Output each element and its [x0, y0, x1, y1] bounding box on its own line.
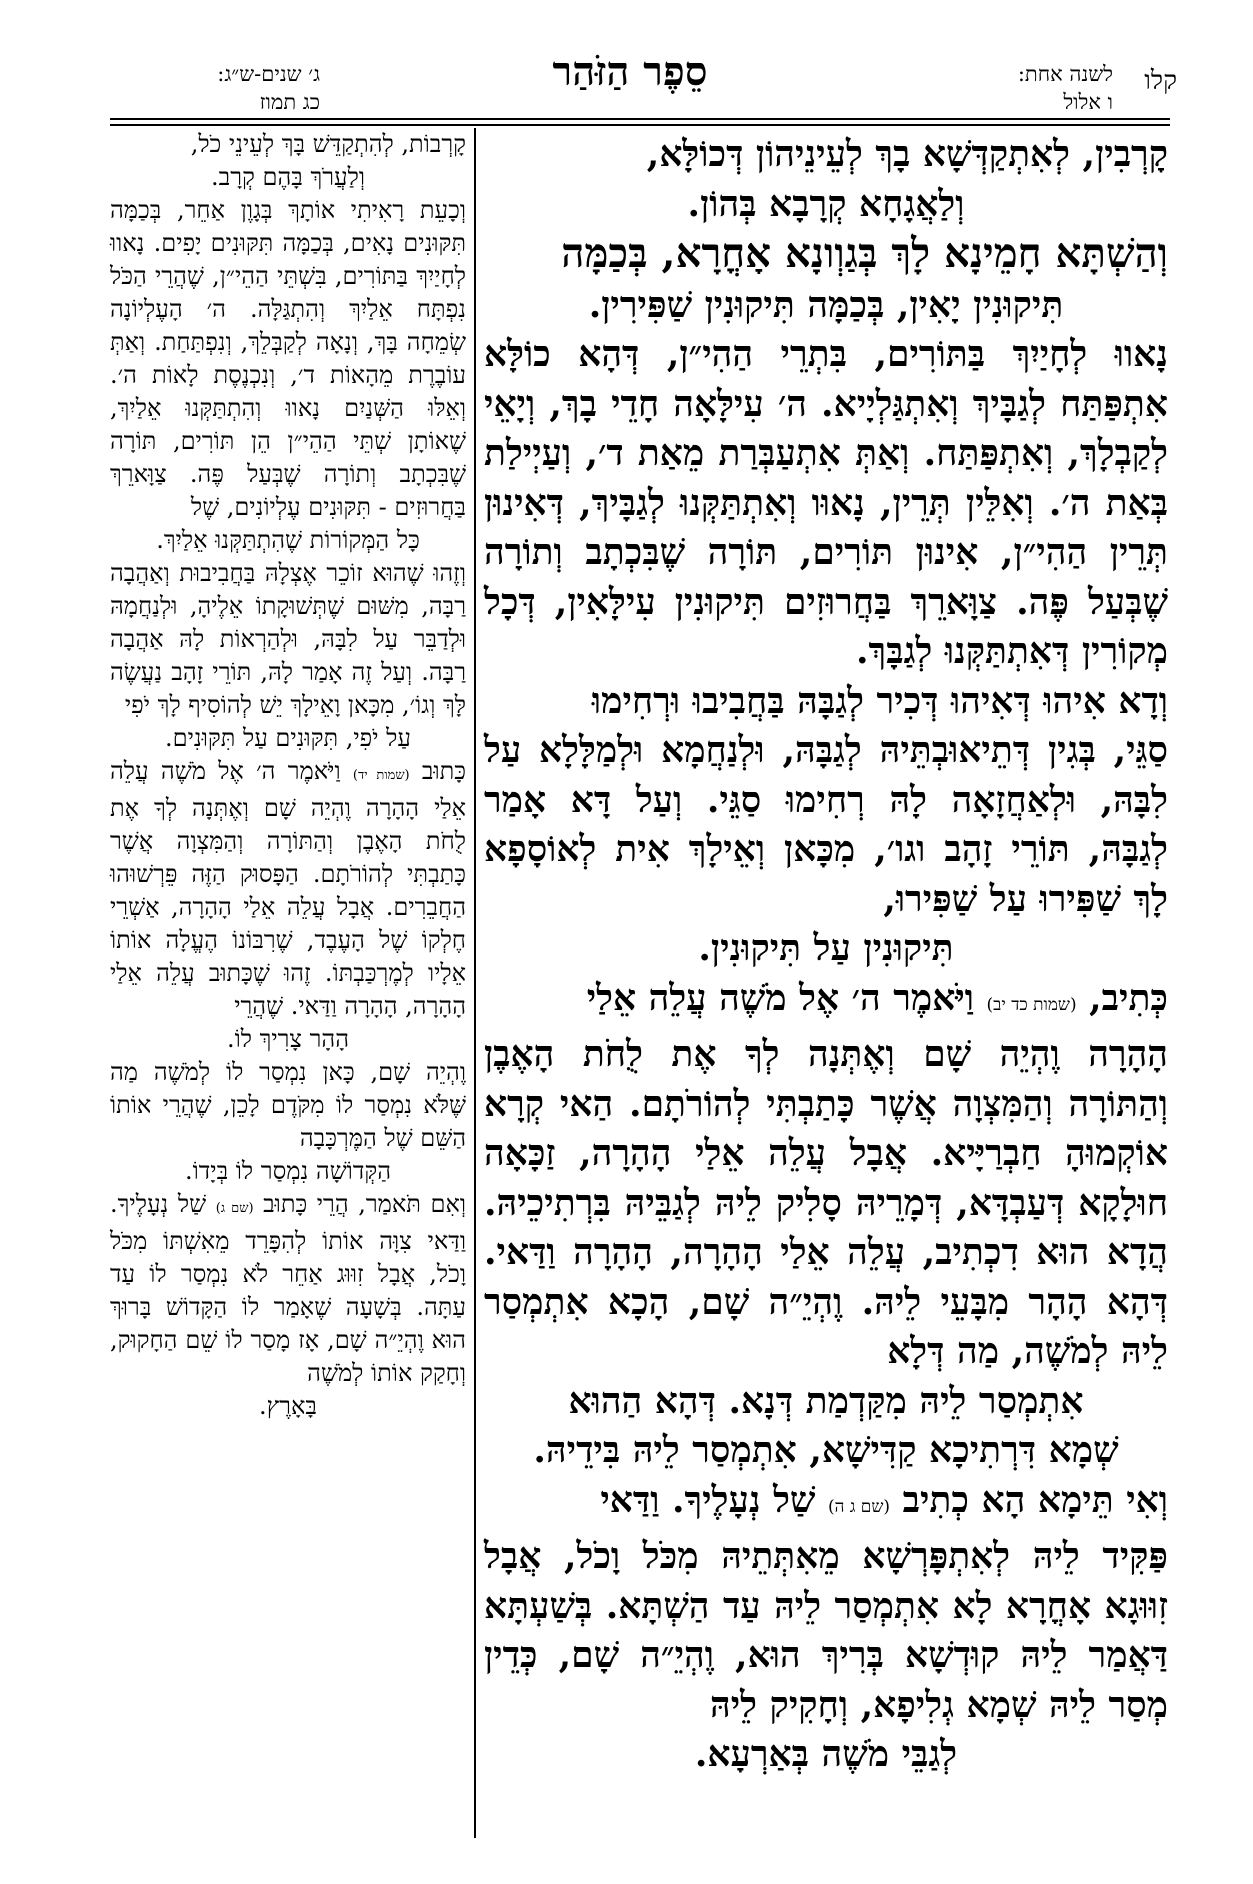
side-line: בָּאָרֶץ.: [259, 1392, 317, 1420]
side-paragraph: [110, 1188, 466, 1390]
main-paragraph: הָהָרָה וֶהְיֵה שָׁם וְאֶתְּנָה לְךָ אֶת לֻחֹת הָאֶבֶן וְהַתּוֹרָה וְהַמִּצְוָה אֲשֶׁר כָּתַבְתִּי לְהוֹרֹתָם. הַאי קְרָא אוֹקְמוּהָ חַבְרַיָּיא. אֲבָל עֲלֵה אֵלַי הָהָרָה, זַכָּאָה חוּלָקָא דְּעַבְדָּא, דְּמָרֵיהּ סָלִיק לֵיהּ לְגַבֵּיהּ בִּרְתִיכֵיהּ. הֲדָא הוּא דִכְתִיב, עֲלֵה אֵלַי הָהָרָה, הָהָרָה וַדַּאי. דְּהָא הָהָר מִבָּעֵי לֵיהּ. וֶהְיֵ״ה שָׁם, הָכָא אִתְמְסַר לֵיהּ לְמֹשֶׁה, מַה דְּלָא: [484, 1033, 1168, 1372]
main-text: וַיֹּאמֶר ה׳ אֶל מֹשֶׁה עֲלֵה אֵלַי: [586, 976, 974, 1019]
main-paragraph: סַגֵּי, בְּגִין דְּתֵיאוּבְתֵּיהּ לְגַבָּהּ, וּלְנַחֲמָא וּלְמַלָּלָא עַל לִבָּהּ, וּלְאַחֲזָאָה לָהּ רְחִימוּ סַגֵּי. וְעַל דָּא אָמַר לְגַבָּהּ, תּוֹרֵי זָהָב וגו׳, מִכָּאן וְאֵילָךְ אִית לְאוֹסָפָא לָךְ שַׁפִּירוּ עַל שַׁפִּירוּ,: [484, 729, 1168, 920]
side-paragraph: וֶהְיֵה שָׁם, כָּאן נִמְסַר לוֹ לְמֹשֶׁה מַה שֶּׁלֹּא נִמְסַר לוֹ מִקֹּדֶם לָכֵן, שֶׁהֲרֵי אוֹתוֹ הַשֵּׁם שֶׁל הַמֶּרְכָּבָה: [110, 1058, 466, 1152]
main-line: שְׁמָא דִּרְתִיכָא קַדִּישָׁא, אִתְמְסַר לֵיהּ בִּידֵיהּ.: [533, 1429, 1119, 1471]
side-text: כָּתוּב: [421, 757, 466, 785]
reading-schedule-right: [953, 60, 1113, 116]
aramaic-column: [484, 130, 1168, 1780]
side-text: וְאִם תֹּאמַר, הֲרֵי כָּתוּב: [263, 1190, 466, 1218]
side-line: הָהָר צָרִיךְ לוֹ.: [226, 1025, 350, 1053]
schedule-left-line2: כג תמוז: [259, 90, 320, 114]
book-title: סֵפֶר הַזֹּהַר: [552, 48, 708, 95]
verse-reference: (שמות יד): [352, 768, 410, 783]
translation-column: [110, 128, 466, 1423]
main-line: אִתְמְסַר לֵיהּ מִקַּדְמַת דְּנָא. דְּהָא הַהוּא: [568, 1379, 1084, 1422]
reading-schedule-left: [110, 60, 320, 116]
schedule-right-line1: לשנה אחת:: [1017, 62, 1113, 86]
main-paragraph: נָאווּ לְחָיַיִךְ בַּתּוֹרִים, בִּתְרֵי הַהִי״ן, דְּהָא כוֹלָּא אִתְפַּתַּח לְגַבָּיךְ וְאִתְגַּלְיָיא. ה׳ עִילָּאָה חָדֵי בָךְ, וְיָאֵי לְקַבְלָךְ, וְאִתְפַּתַּח. וְאַתְּ אִתְעַבְּרַת מֵאַת ד׳, וְעַיְילַת בְּאַת ה׳. וְאִלֵּין תְּרֵין, נָאוּו וְאִתְתַּקְּנוּ לְגַבָּיךְ, דְּאִינוּן תְּרֵין הַהִי״ן, אִינוּן תּוֹרִים, תּוֹרָה שֶׁבִּכְתָב וְתוֹרָה שֶׁבְּעַל פֶּה. צַוָּארֵךְ בַּחֲרוּזִים תִּיקוּנִין עִילָּאִין, דְּכָל מְקוֹרִין דְּאִתְתַּקְּנוּ לְגַבָּךְ.: [484, 333, 1168, 672]
main-line: תִּיקוּנִין יָאִין, בְּכַמָּה תִּיקוּנִין שַׁפִּירִין.: [588, 283, 1064, 326]
side-paragraph: וְזֶהוּ שֶׁהוּא זוֹכֵר אֶצְלָהּ בַּחֲבִיבוּת וְאַהֲבָה רַבָּה, מִשּׁוּם שֶׁתְּשׁוּקָתוֹ אֵלֶיהָ, וּלְנַחֲמָהּ וּלְדַבֵּר עַל לִבָּהּ, וּלְהַרְאוֹת לָהּ אַהֲבָה רַבָּה. וְעַל זֶה אָמַר לָהּ, תּוֹרֵי זָהָב נַעֲשֶׂה לָּךְ וְגוֹ׳, מִכָּאן וָאֵילָךְ יֵשׁ לְהוֹסִיף לָךְ יֹפִי: [110, 559, 466, 719]
side-line: וְלַעֲרֹךְ בָּהֶם קְרָב.: [211, 163, 365, 191]
main-paragraph-start: [484, 974, 1168, 1031]
main-text: שַׁל נְעָלֶיךָ. וַדַּאי: [600, 1478, 816, 1521]
verse-reference: (שם ג ה): [827, 1496, 891, 1517]
page-number: קלו: [1144, 66, 1177, 96]
side-paragraph: [110, 755, 466, 1023]
main-paragraph-start: וְדָא אִיהוּ דְּאִיהוּ דְּכִיר לְגַבָּהּ בַּחֲבִיבוּ וּרְחִימוּ: [591, 679, 1168, 722]
main-line: תִּיקוּנִין עַל תִּיקוּנִין.: [698, 927, 954, 969]
main-line: לְגַבֵּי מֹשֶׁה בְּאַרְעָא.: [694, 1733, 958, 1775]
side-line: כָּל הַמְּקוֹרוֹת שֶׁהִתְתַּקְּנוּ אֵלַיִךְ.: [156, 526, 420, 554]
schedule-right-line2: ו אלול: [1063, 90, 1113, 114]
verse-reference: (שם ג): [215, 1201, 254, 1216]
main-paragraph: פַּקִּיד לֵיהּ לְאִתְפָּרְשָׁא מֵאִתְּתֵיהּ מִכֹּל וָכֹל, אֲבָל זִוּוּגָא אָחֳרָא לָא אִתְמְסַר לֵיהּ עַד הַשְׁתָּא. בְּשַׁעְתָּא דַּאֲמַר לֵיהּ קוּדְשָׁא בְּרִיךְ הוּא, וֶהְיֵ״ה שָׁם, כְּדֵין מְסַר לֵיהּ שְׁמָא גְלִיפָא, וְחָקִיק לֵיהּ: [484, 1535, 1168, 1726]
main-text: וְאִי תֵּימָא הָא כְתִיב: [902, 1478, 1168, 1521]
schedule-left-line1: ג׳ שנים-ש״ג:: [217, 62, 320, 86]
header-rule-bottom: [110, 124, 1170, 126]
main-text: וְהַשְׁתָּא חָמֵינָא לָךְ בְּגַוְונָא אָחֳרָא, בְּכַמָּה: [561, 229, 1168, 277]
side-text: וַיֹּאמֶר ה׳ אֶל מֹשֶׁה עֲלֵה אֵלַי הָהָרָה וֶהְיֵה שָׁם וְאֶתְּנָה לְךָ אֶת לֻחֹת הָאֶבֶן וְהַתּוֹרָה וְהַמִּצְוָה אֲשֶׁר כָּתַבְתִּי לְהוֹרֹתָם. הַפָּסוּק הַזֶּה פֵּרְשׁוּהוּ הַחֲבֵרִים. אֲבָל עֲלֵה אֵלַי הָהָרָה, אַשְׁרֵי חֶלְקוֹ שֶׁל הָעֶבֶד, שֶׁרִבּוֹנוֹ הֶעֱלָה אוֹתוֹ אֵלָיו לְמֶרְכַּבְתּוֹ. זֶהוּ שֶׁכָּתוּב עֲלֵה אֵלַי הָהָרָה, הָהָרָה וַדַּאי. שֶׁהֲרֵי: [110, 757, 466, 1020]
main-paragraph-start: [484, 229, 1168, 281]
side-text: שַׁל נְעָלֶיךָ. וַדַּאי צִוָּה אוֹתוֹ לְהִפָּרֵד מֵאִשְׁתּוֹ מִכֹּל וָכֹל, אֲבָל זִוּוּג אַחֵר לֹא נִמְסַר לוֹ עַד עַתָּה. בְּשָׁעָה שֶׁאָמַר לוֹ הַקָּדוֹשׁ בָּרוּךְ הוּא וֶהְיֵ״ה שָׁם, אָז מָסַר לוֹ שֵׁם הַחָקוּק, וְחָקַק אוֹתוֹ לְמֹשֶׁה: [110, 1190, 466, 1387]
verse-reference: (שמות כד יב): [986, 994, 1077, 1015]
side-line: הַקְּדוֹשָׁה נִמְסַר לוֹ בְּיָדוֹ.: [184, 1157, 392, 1185]
main-paragraph-start: [484, 1476, 1168, 1533]
side-paragraph: וְכָעֵת רָאִיתִי אוֹתָךְ בְּגָוֶן אַחֵר, בְּכַמָּה תִּקּוּנִים נָאִים, בְּכַמָּה תִּקּוּנִים יָפִים. נָאווּ לְחָיַיִךְ בַּתּוֹרִים, בִּשְׁתֵּי הַהֵי״ן, שֶׁהֲרֵי הַכֹּל נִפְתָּח אֵלַיִךְ וְהִתְגַּלָּה. ה׳ הָעֶלְיוֹנָה שְׂמֵחָה בָּךְ, וְנָאָה לְקַבְּלֵךְ, וְנִפְתַּחַת. וְאַתְּ עוֹבֶרֶת מֵהָאוֹת ד׳, וְנִכְנֶסֶת לָאוֹת ה׳. וְאֵלּוּ הַשְּׁנַיִם נָאווּ וְהִתְתַּקְּנוּ אֵלַיִךְ, שֶׁאוֹתָן שְׁתֵּי הַהֵי״ן הֵן תּוֹרִים, תּוֹרָה שֶׁבִּכְתָב וְתוֹרָה שֶׁבְּעַל פֶּה. צַוָּארֵךְ בַּחֲרוּזִים - תִּקּוּנִים עֶלְיוֹנִים, שֶׁל: [110, 196, 466, 521]
main-line: וְלַאֲגָחָא קְרָבָא בְּהוֹן.: [687, 182, 965, 225]
side-line: עַל יֹפִי, תִּקּוּנִים עַל תִּקּוּנִים.: [165, 724, 411, 752]
header-rule-top: [110, 118, 1170, 120]
side-line: קָרְבוֹת, לְהִתְקַדֵּשׁ בָּךְ לְעֵינֵי כֹל,: [190, 130, 466, 158]
main-line: קָרְבִין, לְאִתְקַדְּשָׁא בָךְ לְעֵינֵיהוֹן דְּכוֹלָּא,: [646, 133, 1168, 175]
main-text: כְּתִיב,: [1089, 976, 1168, 1019]
column-divider: [474, 128, 476, 1838]
